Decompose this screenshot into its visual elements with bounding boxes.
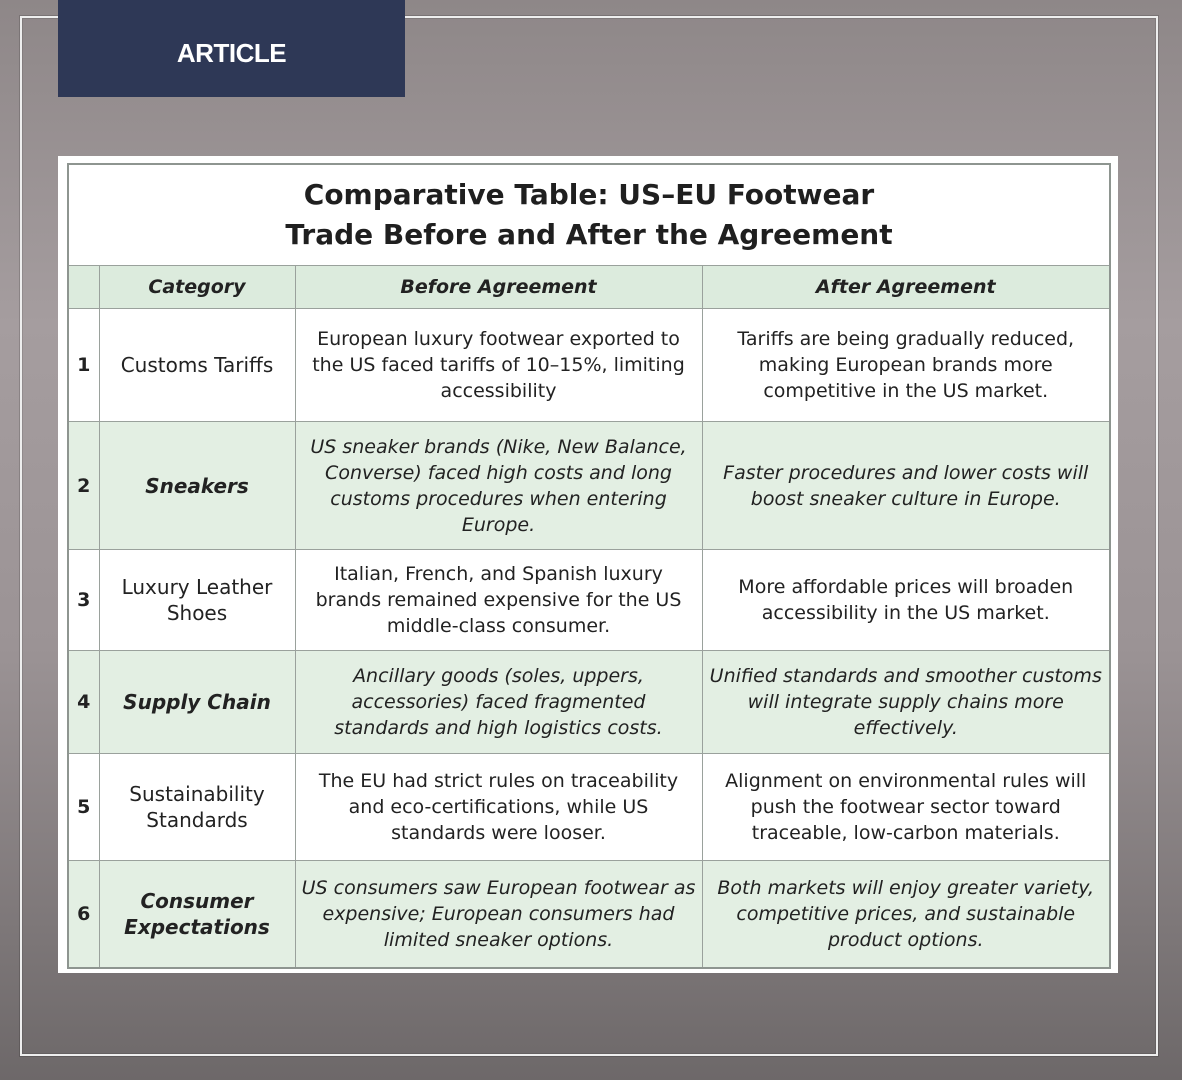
row-before: The EU had strict rules on traceability and eco-certifications, while US standards were looser. [295,754,702,861]
header-index [68,266,99,309]
row-after: Alignment on environmental rules will push the footwear sector toward traceable, low-carbon materials. [702,754,1110,861]
table-row [68,651,1110,754]
row-after: More affordable prices will broaden accessibility in the US market. [702,550,1110,651]
row-after: Unified standards and smoother customs will integrate supply chains more effectively. [702,651,1110,754]
row-category: Supply Chain [99,651,295,754]
table-title-line-2: Trade Before and After the Agreement [285,218,893,251]
table-header-row [68,266,1110,309]
row-after: Tariffs are being gradually reduced, making European brands more competitive in the US market. [702,309,1110,422]
header-before: Before Agreement [295,266,702,309]
table-card [58,156,1118,973]
article-badge [58,0,405,97]
row-before: Italian, French, and Spanish luxury brands remained expensive for the US middle-class consumer. [295,550,702,651]
row-number: 4 [68,651,99,754]
comparison-table [67,163,1111,969]
table-row [68,550,1110,651]
row-category: Sneakers [99,422,295,550]
header-category: Category [99,266,295,309]
table-row [68,422,1110,550]
row-before: European luxury footwear exported to the US faced tariffs of 10–15%, limiting accessibility [295,309,702,422]
row-before: US consumers saw European footwear as expensive; European consumers had limited sneaker options. [295,861,702,968]
row-before: Ancillary goods (soles, uppers, accessories) faced fragmented standards and high logistics costs. [295,651,702,754]
row-number: 3 [68,550,99,651]
row-number: 1 [68,309,99,422]
row-category: Consumer Expectations [99,861,295,968]
table-row [68,309,1110,422]
table-row [68,861,1110,968]
row-after: Faster procedures and lower costs will boost sneaker culture in Europe. [702,422,1110,550]
row-before: US sneaker brands (Nike, New Balance, Converse) faced high costs and long customs procedures when entering Europe. [295,422,702,550]
header-after: After Agreement [702,266,1110,309]
row-number: 2 [68,422,99,550]
row-category: Sustainability Standards [99,754,295,861]
row-category: Customs Tariffs [99,309,295,422]
table-row [68,754,1110,861]
table-title [68,164,1110,266]
article-badge-label: ARTICLE [176,38,287,68]
row-number: 6 [68,861,99,968]
row-after: Both markets will enjoy greater variety, competitive prices, and sustainable product options. [702,861,1110,968]
row-number: 5 [68,754,99,861]
table-title-line-1: Comparative Table: US–EU Footwear [303,178,875,211]
row-category: Luxury Leather Shoes [99,550,295,651]
